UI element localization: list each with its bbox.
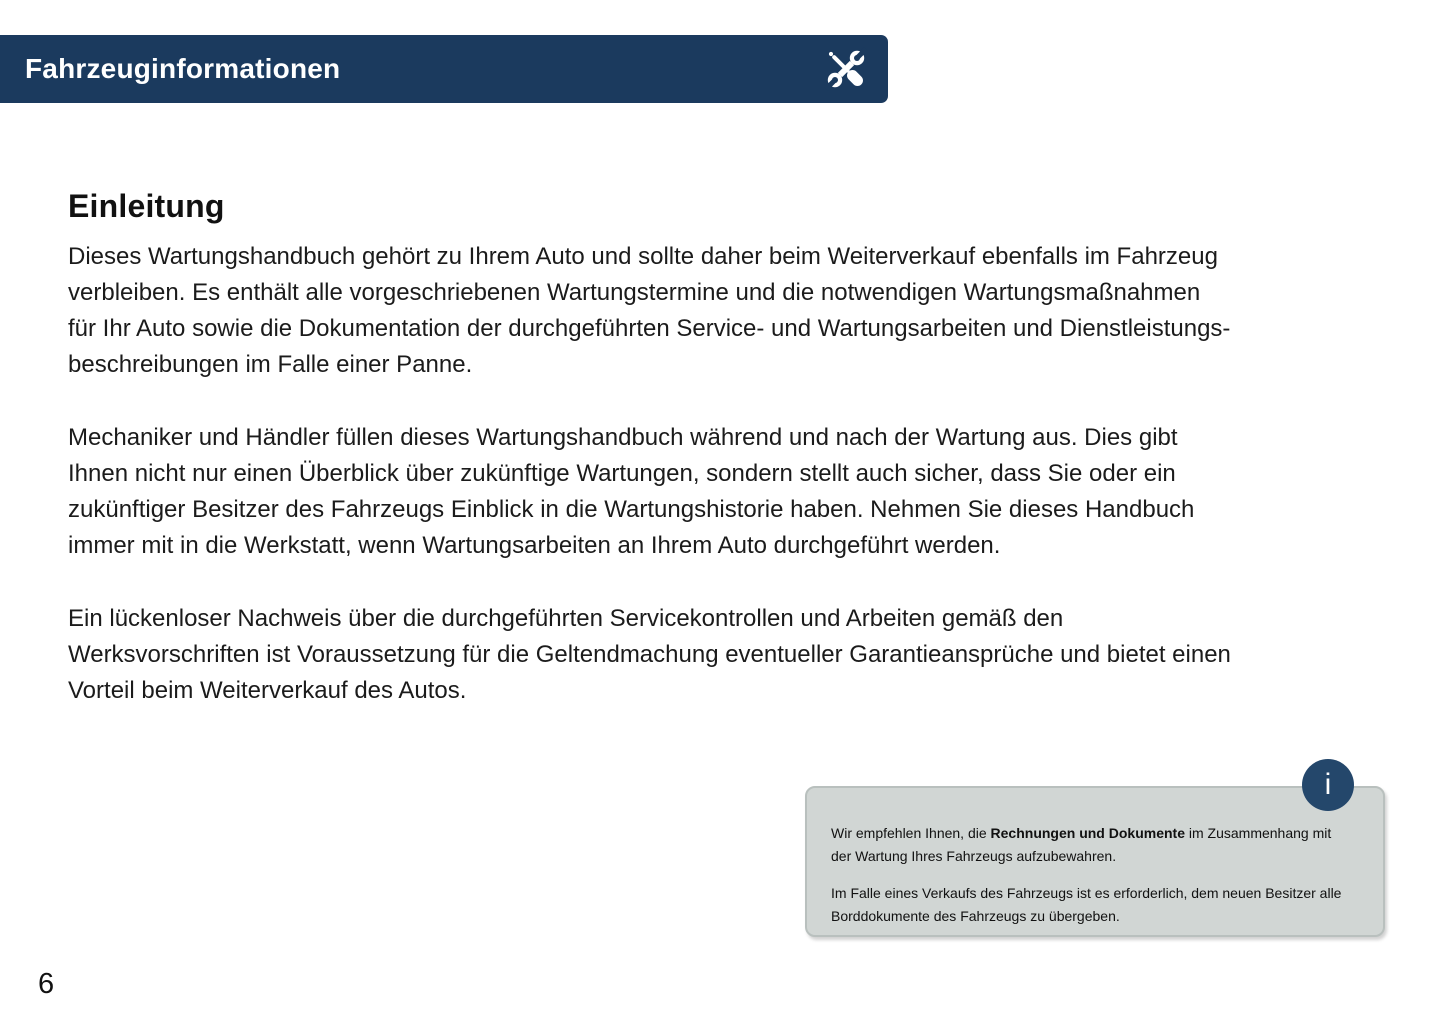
info-box bbox=[805, 786, 1385, 937]
page-number: 6 bbox=[38, 968, 55, 1000]
info-note-text: Wir empfehlen Ihnen, die bbox=[831, 825, 991, 841]
intro-paragraph-3 bbox=[68, 601, 1388, 709]
info-note-2-line-2: Borddokumente des Fahrzeugs zu übergeben. bbox=[831, 908, 1120, 924]
text-line: Ein lückenloser Nachweis über die durchgeführten Servicekontrollen und Arbeiten gemäß den bbox=[68, 605, 1064, 632]
text-line: Dieses Wartungshandbuch gehört zu Ihrem Auto und sollte daher beim Weiterverkauf ebenfalls im Fahrzeug bbox=[68, 243, 1218, 270]
page-heading: Einleitung bbox=[68, 188, 225, 224]
text-line: beschreibungen im Falle einer Panne. bbox=[68, 351, 473, 378]
info-note-1-line-1 bbox=[831, 822, 1369, 845]
info-note-2-line-1: Im Falle eines Verkaufs des Fahrzeugs ist es erforderlich, dem neuen Besitzer alle bbox=[831, 885, 1342, 901]
main-content bbox=[68, 188, 1388, 746]
text-line: für Ihr Auto sowie die Dokumentation der durchgeführten Service- und Wartungsarbeiten und Dienstleistungs- bbox=[68, 315, 1231, 342]
tools-icon bbox=[824, 47, 868, 91]
section-title: Fahrzeuginformationen bbox=[25, 53, 341, 84]
text-line: immer mit in die Werkstatt, wenn Wartungsarbeiten an Ihrem Auto durchgeführt werden. bbox=[68, 532, 1001, 559]
info-note-1-line-2: der Wartung Ihres Fahrzeugs aufzubewahren. bbox=[831, 848, 1117, 864]
info-icon-glyph: i bbox=[1324, 768, 1332, 801]
text-line: Werksvorschriften ist Voraussetzung für die Geltendmachung eventueller Garantieansprüche und bietet einen bbox=[68, 641, 1231, 668]
text-line: verbleiben. Es enthält alle vorgeschriebenen Wartungstermine und die notwendigen Wartungsmaßnahmen bbox=[68, 279, 1201, 306]
info-icon bbox=[1302, 759, 1354, 811]
intro-paragraph-2 bbox=[68, 420, 1388, 564]
text-line: zukünftiger Besitzer des Fahrzeugs Einblick in die Wartungshistorie haben. Nehmen Sie dieses Handbuch bbox=[68, 496, 1195, 523]
info-note-bold-text: Rechnungen und Dokumente bbox=[990, 825, 1185, 841]
text-line: Ihnen nicht nur einen Überblick über zukünftige Wartungen, sondern stellt auch sicher, dass Sie oder ein bbox=[68, 460, 1176, 487]
info-note-text: im Zusammenhang mit bbox=[1184, 825, 1332, 841]
intro-paragraph-1 bbox=[68, 239, 1388, 383]
section-header-bar bbox=[0, 35, 888, 103]
text-line: Vorteil beim Weiterverkauf des Autos. bbox=[68, 677, 467, 704]
text-line: Mechaniker und Händler füllen dieses Wartungshandbuch während und nach der Wartung aus. Dies gibt bbox=[68, 424, 1178, 451]
